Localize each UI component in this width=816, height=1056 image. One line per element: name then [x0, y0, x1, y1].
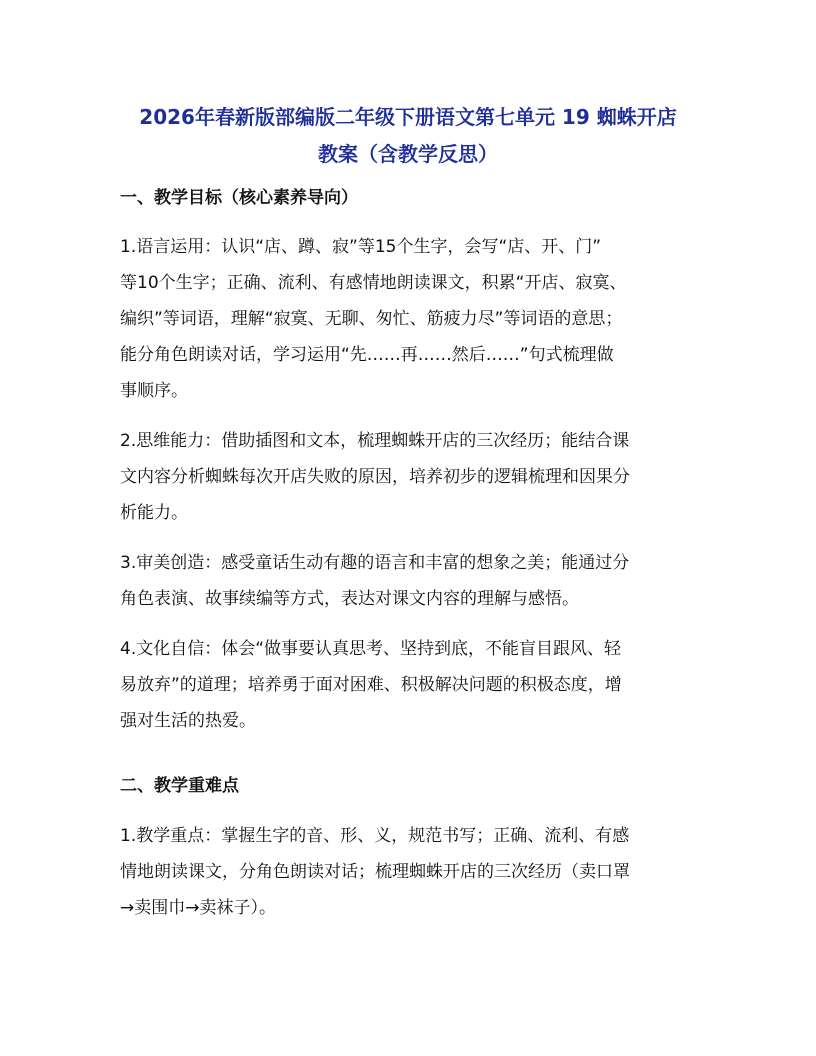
key-point-1-line-1: 1.教学重点：掌握生字的音、形、义，规范书写；正确、流利、有感: [120, 826, 630, 846]
section-heading-key-difficulties: 二、教学重难点: [120, 776, 239, 796]
goal-1-line-3: 编织”等词语，理解“寂寞、无聊、匆忙、筋疲力尽”等词语的意思；: [120, 309, 623, 329]
key-point-1-line-3: →卖围巾→卖袜子）。: [120, 898, 276, 918]
goal-3-line-1: 3.审美创造：感受童话生动有趣的语言和丰富的想象之美；能通过分: [120, 553, 630, 573]
document-title-line-1: 2026年春新版部编版二年级下册语文第七单元 19 蜘蛛开店: [139, 105, 677, 129]
goal-4-line-2: 易放弃”的道理；培养勇于面对困难、积极解决问题的积极态度，增: [120, 675, 622, 695]
goal-2-line-3: 析能力。: [120, 503, 188, 523]
document-title-line-2: 教案（含教学反思）: [318, 142, 498, 166]
goal-2-line-1: 2.思维能力：借助插图和文本，梳理蜘蛛开店的三次经历；能结合课: [120, 431, 630, 451]
section-heading-teaching-goals: 一、教学目标（核心素养导向）: [120, 188, 358, 208]
key-point-1-line-2: 情地朗读课文，分角色朗读对话；梳理蜘蛛开店的三次经历（卖口罩: [120, 862, 630, 882]
goal-4-line-3: 强对生活的热爱。: [120, 711, 256, 731]
goal-1-line-2: 等10个生字；正确、流利、有感情地朗读课文，积累“开店、寂寞、: [120, 273, 627, 293]
goal-2-line-2: 文内容分析蜘蛛每次开店失败的原因，培养初步的逻辑梳理和因果分: [120, 467, 630, 487]
goal-1-line-4: 能分角色朗读对话，学习运用“先……再……然后……”句式梳理做: [120, 345, 614, 365]
goal-3-line-2: 角色表演、故事续编等方式，表达对课文内容的理解与感悟。: [120, 589, 579, 609]
goal-4-line-1: 4.文化自信：体会“做事要认真思考、坚持到底，不能盲目跟风、轻: [120, 639, 622, 659]
goal-1-line-5: 事顺序。: [120, 381, 188, 401]
goal-1-line-1: 1.语言运用：认识“店、蹲、寂”等15个生字，会写“店、开、门”: [120, 237, 602, 257]
